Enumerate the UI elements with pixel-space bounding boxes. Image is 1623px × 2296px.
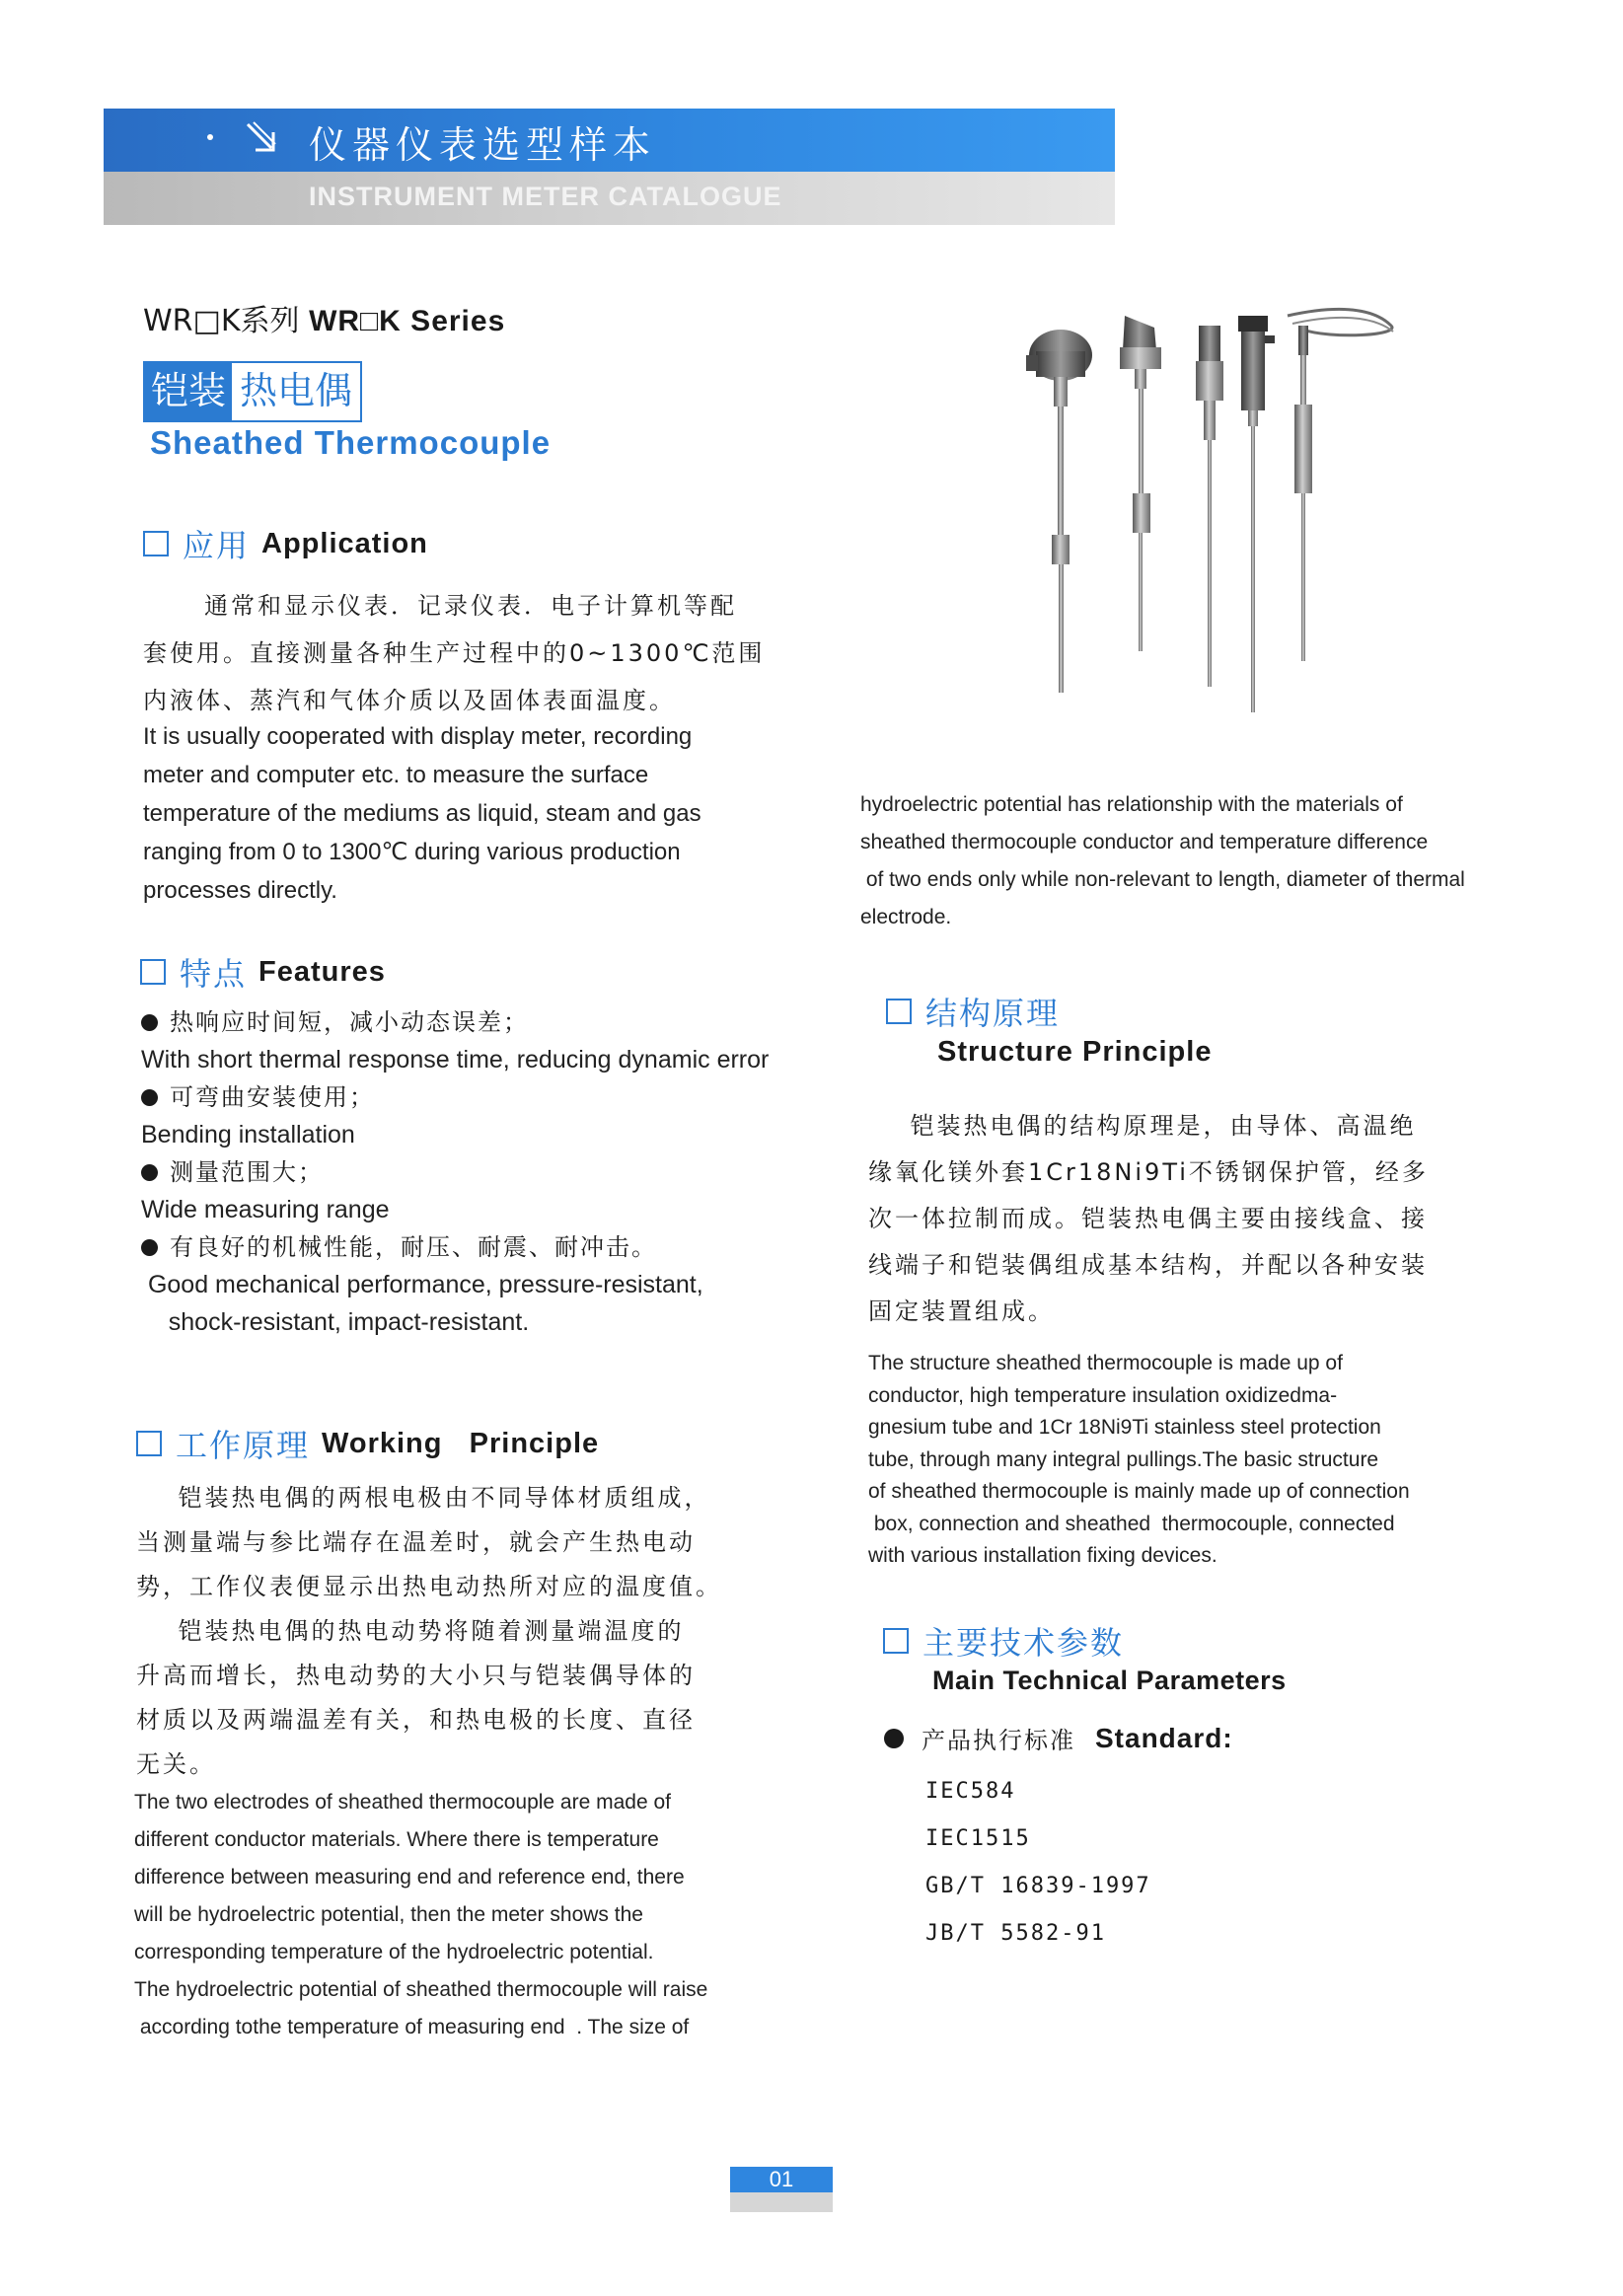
standard-item: IEC1515 — [925, 1826, 1031, 1851]
working-principle-heading-cn: 工作原理 — [176, 1427, 311, 1464]
structure-principle-heading-cn: 结构原理 — [925, 995, 1061, 1032]
application-cn-line: 套使用。直接测量各种生产过程中的0~1300℃范围 — [143, 639, 766, 667]
feature-text-cn: 热响应时间短，减小动态误差； — [170, 1008, 529, 1036]
feature-item-en: Wide measuring range — [141, 1196, 390, 1223]
application-en-line: It is usually cooperated with display meter, recording — [143, 723, 693, 750]
feature-item-cn — [141, 1228, 851, 1266]
working-en-line: difference between measuring end and reference end, there — [134, 1866, 685, 1889]
page-number-badge — [730, 2167, 833, 2214]
standard-item: GB/T 16839-1997 — [925, 1874, 1151, 1898]
product-title-cn — [143, 361, 362, 422]
working-cn-line: 材质以及两端温差有关，和热电极的长度、直径 — [136, 1706, 696, 1734]
sheathed-thermocouple-photo — [1006, 296, 1539, 730]
working-en-line: according tothe temperature of measuring end . The size of — [134, 2016, 690, 2038]
working-principle-body-en — [134, 1784, 707, 2046]
feature-text-cn: 可弯曲安装使用； — [170, 1083, 375, 1111]
banner-title: 仪器仪表选型样本 — [309, 123, 657, 167]
structure-en-line: with various installation fixing devices. — [868, 1544, 1217, 1567]
page-number-underbar — [730, 2192, 833, 2212]
working-principle-heading — [136, 1421, 599, 1466]
bullet-dot-icon — [141, 1014, 158, 1031]
checkbox-square-icon — [883, 1628, 909, 1654]
structure-principle-body-cn — [868, 1103, 1429, 1335]
standards-list — [925, 1768, 1151, 1958]
standard-label-cn: 产品执行标准 — [922, 1727, 1075, 1754]
product-title-cn-part2: 热电偶 — [232, 363, 360, 420]
banner-subtitle: INSTRUMENT METER CATALOGUE — [309, 182, 782, 211]
working-en-continued-line: sheathed thermocouple conductor and temperature difference — [860, 831, 1429, 853]
feature-item-cn — [141, 1003, 851, 1041]
application-cn-line: 内液体、蒸汽和气体介质以及固体表面温度。 — [143, 687, 676, 714]
sensor-5 — [1288, 309, 1393, 661]
bullet-dot-icon — [884, 1729, 904, 1748]
checkbox-square-icon — [140, 959, 166, 985]
parameters-heading-en: Main Technical Parameters — [932, 1666, 1287, 1695]
application-heading-en: Application — [261, 527, 428, 559]
checkbox-square-icon — [143, 531, 169, 556]
working-en-continued-line: of two ends only while non-relevant to length, diameter of thermal — [860, 868, 1465, 891]
checkbox-square-icon — [136, 1431, 162, 1456]
series-label — [143, 296, 505, 339]
feature-item-en: Good mechanical performance, pressure-resistant, — [141, 1271, 703, 1298]
feature-item-en: With short thermal response time, reducing dynamic error — [141, 1046, 770, 1074]
feature-text-cn: 有良好的机械性能，耐压、耐震、耐冲击。 — [170, 1233, 657, 1261]
sensor-2 — [1120, 316, 1161, 651]
application-body-cn — [143, 582, 765, 724]
bullet-dot-icon — [141, 1089, 158, 1106]
sensor-3 — [1196, 326, 1223, 687]
application-body-en — [143, 717, 701, 910]
features-heading — [140, 949, 386, 995]
features-heading-cn: 特点 — [180, 955, 248, 993]
standard-label-en: Standard: — [1095, 1722, 1233, 1753]
sensor-4 — [1238, 316, 1275, 712]
bullet-dot-icon — [141, 1164, 158, 1181]
structure-principle-heading-en: Structure Principle — [937, 1036, 1213, 1068]
features-heading-en: Features — [258, 955, 386, 988]
sensor-1 — [1026, 330, 1092, 693]
feature-item-cn — [141, 1153, 851, 1191]
feature-text-cn: 测量范围大； — [170, 1158, 324, 1186]
working-principle-continued-en — [860, 786, 1465, 936]
structure-cn-line: 次一体拉制而成。铠装热电偶主要由接线盒、接 — [868, 1205, 1428, 1232]
application-heading — [143, 521, 428, 566]
structure-cn-line: 固定装置组成。 — [868, 1297, 1055, 1325]
feature-item-cn — [141, 1078, 851, 1116]
standard-item: JB/T 5582-91 — [925, 1921, 1106, 1946]
working-en-continued-line: hydroelectric potential has relationship with the materials of — [860, 793, 1403, 816]
structure-en-line: of sheathed thermocouple is mainly made up of connection — [868, 1480, 1410, 1503]
feature-item-en: shock-resistant, impact-resistant. — [141, 1308, 530, 1336]
working-en-line: different conductor materials. Where there is temperature — [134, 1828, 659, 1851]
structure-en-line: box, connection and sheathed thermocouple, connected — [868, 1512, 1395, 1535]
product-title-en: Sheathed Thermocouple — [150, 424, 552, 461]
checkbox-square-icon — [886, 999, 912, 1024]
diagonal-arrow-icon — [242, 118, 281, 158]
series-label-en: WR□K Series — [309, 305, 506, 337]
working-cn-line: 铠装热电偶的两根电极由不同导体材质组成， — [136, 1484, 711, 1512]
working-cn-line: 势，工作仪表便显示出热电动热所对应的温度值。 — [136, 1573, 722, 1600]
bullet-dot-icon — [141, 1239, 158, 1256]
working-cn-line: 当测量端与参比端存在温差时，就会产生热电动 — [136, 1528, 696, 1556]
banner-dot-icon — [207, 134, 213, 140]
parameters-heading-cn: 主要技术参数 — [922, 1624, 1125, 1662]
structure-cn-line: 缘氧化镁外套1Cr18Ni9Ti不锈钢保护管，经多 — [868, 1158, 1429, 1186]
structure-principle-heading — [886, 989, 1071, 1034]
catalogue-banner — [104, 109, 1115, 225]
application-en-line: ranging from 0 to 1300℃ during various production — [143, 839, 681, 865]
application-cn-line: 通常和显示仪表．记录仪表．电子计算机等配 — [204, 592, 737, 620]
product-title-cn-part1: 铠装 — [145, 363, 232, 420]
page-number: 01 — [730, 2167, 833, 2192]
structure-en-line: tube, through many integral pullings.The basic structure — [868, 1447, 1379, 1471]
application-en-line: temperature of the mediums as liquid, steam and gas — [143, 800, 701, 827]
application-heading-cn: 应用 — [183, 527, 251, 564]
series-label-cn: WR□K系列 — [143, 304, 300, 338]
working-cn-line: 无关。 — [136, 1750, 216, 1778]
features-list — [141, 1003, 851, 1341]
structure-en-line: The structure sheathed thermocouple is made up of — [868, 1352, 1343, 1374]
parameters-heading — [883, 1618, 1136, 1664]
standard-item: IEC584 — [925, 1779, 1016, 1804]
working-en-line: The hydroelectric potential of sheathed thermocouple will raise — [134, 1978, 708, 2001]
structure-cn-line: 铠装热电偶的结构原理是，由导体、高温绝 — [868, 1112, 1417, 1140]
working-cn-line: 升高而增长，热电动势的大小只与铠装偶导体的 — [136, 1662, 696, 1689]
working-en-line: will be hydroelectric potential, then the meter shows the — [134, 1903, 643, 1926]
working-en-line: The two electrodes of sheathed thermocouple are made of — [134, 1791, 671, 1814]
working-en-continued-line: electrode. — [860, 906, 952, 928]
working-en-line: corresponding temperature of the hydroelectric potential. — [134, 1941, 654, 1963]
working-cn-line: 铠装热电偶的热电动势将随着测量端温度的 — [136, 1617, 685, 1645]
application-en-line: processes directly. — [143, 877, 337, 904]
structure-en-line: gnesium tube and 1Cr 18Ni9Ti stainless steel protection — [868, 1416, 1381, 1439]
structure-en-line: conductor, high temperature insulation oxidizedma- — [868, 1383, 1338, 1407]
structure-principle-body-en — [868, 1348, 1410, 1573]
feature-item-en: Bending installation — [141, 1121, 355, 1148]
application-en-line: meter and computer etc. to measure the surface — [143, 762, 649, 788]
working-principle-body-cn — [136, 1476, 722, 1787]
structure-cn-line: 线端子和铠装偶组成基本结构，并配以各种安装 — [868, 1251, 1428, 1279]
standard-label — [884, 1721, 1233, 1755]
working-principle-heading-en: Working Principle — [322, 1427, 600, 1459]
